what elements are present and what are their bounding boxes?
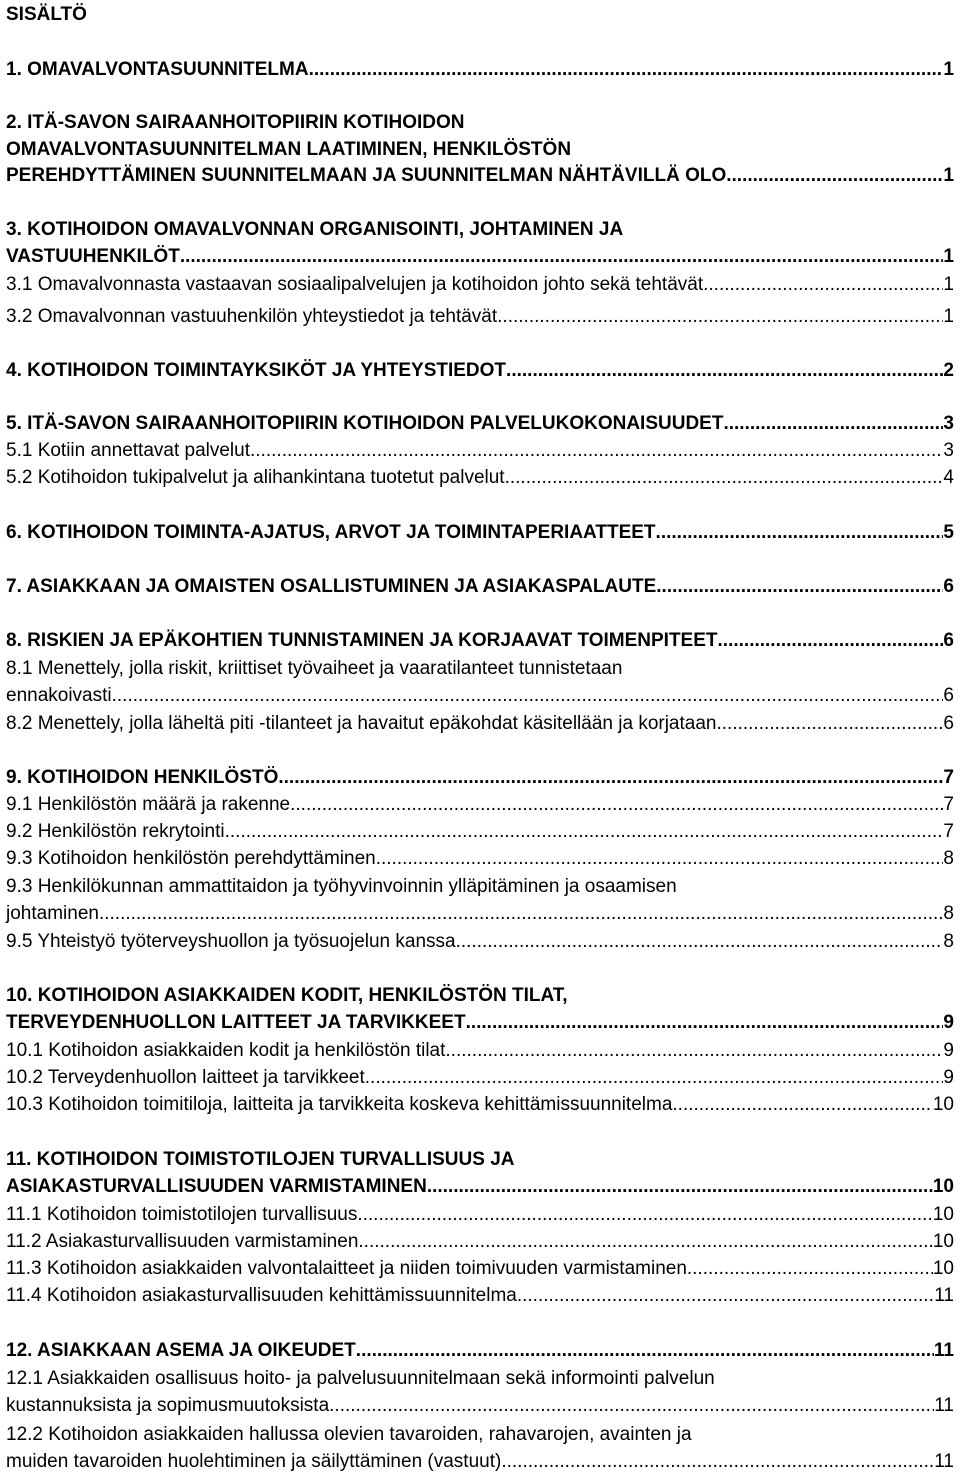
toc-entry-last-line [6, 1174, 954, 1201]
toc-entry-line: 12.2 Kotihoidon asiakkaiden hallussa olevien tavaroiden, rahavarojen, avainten ja [6, 1424, 692, 1445]
toc-dot-leader [716, 711, 943, 738]
toc-entry-last-line [6, 901, 954, 928]
toc-entry-line: 8.1 Menettely, jolla riskit, kriittiset työvaiheet ja vaaratilanteet tunnistetaan [6, 658, 623, 679]
toc-entry-last-line [6, 1092, 954, 1119]
toc-dot-leader [250, 438, 943, 465]
toc-page-number: 6 [943, 713, 954, 734]
toc-page-number: 10 [932, 1258, 954, 1279]
toc-page-number: 5 [943, 522, 954, 543]
toc-page-number: 4 [943, 467, 954, 488]
toc-entry-line: OMAVALVONTASUUNNITELMAN LAATIMINEN, HENKILÖSTÖN [6, 138, 572, 160]
toc-entry-last-line [6, 520, 954, 547]
toc-entry-last-line [6, 272, 954, 299]
toc-entry[interactable] [6, 1038, 954, 1065]
toc-entry[interactable] [6, 846, 954, 873]
toc-entry[interactable] [6, 520, 954, 547]
toc-entry[interactable] [6, 110, 954, 190]
toc-page-number: 8 [943, 848, 954, 869]
toc-entry-last-line [6, 1065, 954, 1092]
toc-entry-last-line [6, 163, 954, 190]
toc-page-number: 6 [943, 630, 954, 651]
toc-entry-text: 3.1 Omavalvonnasta vastaavan sosiaalipalvelujen ja kotihoidon johto sekä tehtävät [6, 274, 704, 295]
toc-entry-text: 8.2 Menettely, jolla läheltä piti -tilanteet ja havaitut epäkohdat käsitellään ja korjataan [6, 713, 717, 734]
toc-entry-text: 12. ASIAKKAAN ASEMA JA OIKEUDET [6, 1340, 356, 1361]
toc-page-number: 11 [933, 1340, 954, 1361]
toc-entry-last-line [6, 846, 954, 873]
toc-entry[interactable] [6, 1065, 954, 1092]
toc-entry-line: 11. KOTIHOIDON TOIMISTOTILOJEN TURVALLISUUS JA [6, 1149, 515, 1170]
toc-entry[interactable] [6, 711, 954, 738]
toc-entry[interactable] [6, 1283, 954, 1310]
toc-dot-leader [376, 846, 944, 873]
toc-dot-leader [445, 1038, 943, 1065]
toc-dot-leader [466, 1010, 944, 1037]
toc-dot-leader [703, 272, 943, 299]
toc-page-number: 11 [934, 1450, 954, 1472]
toc-entry-text: ennakoivasti [6, 684, 112, 706]
toc-entry-text: TERVEYDENHUOLLON LAITTEET JA TARVIKKEET [6, 1011, 466, 1033]
toc-dot-leader [672, 1092, 932, 1119]
toc-dot-leader [656, 574, 943, 601]
toc-entry-text: muiden tavaroiden huolehtiminen ja säilyttäminen (vastuut) [6, 1450, 502, 1472]
toc-entry[interactable] [6, 1366, 954, 1419]
toc-entry[interactable] [6, 574, 954, 601]
toc-page-number: 3 [943, 413, 954, 434]
toc-entry-text: 9. KOTIHOIDON HENKILÖSTÖ [6, 767, 279, 788]
toc-entry-line: 2. ITÄ-SAVON SAIRAANHOITOPIIRIN KOTIHOIDON [6, 112, 465, 133]
toc-dot-leader [329, 1393, 934, 1420]
toc-dot-leader [723, 411, 943, 438]
toc-dot-leader [358, 1229, 932, 1256]
toc-dot-leader [278, 765, 943, 792]
toc-entry[interactable] [6, 1092, 954, 1119]
toc-entry-last-line [6, 244, 954, 271]
toc-entry[interactable] [6, 874, 954, 927]
toc-entry-last-line [6, 1449, 954, 1476]
toc-entry[interactable] [6, 465, 954, 492]
toc-dot-leader [456, 929, 944, 956]
toc-dot-leader [357, 1202, 933, 1229]
toc-entry[interactable] [6, 983, 954, 1036]
toc-entry[interactable] [6, 656, 954, 709]
toc-page-number: 3 [943, 440, 954, 461]
toc-entry-last-line [6, 765, 954, 792]
toc-entry-last-line [6, 1283, 954, 1310]
toc-dot-leader [309, 57, 944, 84]
toc-dot-leader [180, 244, 944, 271]
toc-entry-last-line [6, 1256, 954, 1283]
toc-entry-text: 10.2 Terveydenhuollon laitteet ja tarvikkeet [6, 1067, 365, 1088]
toc-entry[interactable] [6, 57, 954, 84]
toc-entry-last-line [6, 438, 954, 465]
toc-dot-leader [112, 683, 944, 710]
toc-entry-text: 11.1 Kotihoidon toimistotilojen turvallisuus [6, 1204, 358, 1225]
toc-page-number: 11 [934, 1285, 954, 1306]
toc-entry[interactable] [6, 1202, 954, 1229]
toc-dot-leader [506, 358, 943, 385]
toc-dot-leader [517, 1283, 934, 1310]
toc-entry[interactable] [6, 792, 954, 819]
toc-entry-last-line [6, 574, 954, 601]
toc-entry[interactable] [6, 929, 954, 956]
toc-entry[interactable] [6, 272, 954, 299]
toc-page-number: 9 [943, 1067, 954, 1088]
toc-entry-last-line [6, 792, 954, 819]
toc-dot-leader [501, 1449, 934, 1476]
toc-entry[interactable] [6, 628, 954, 655]
toc-entry-line: 3. KOTIHOIDON OMAVALVONNAN ORGANISOINTI, JOHTAMINEN JA [6, 219, 624, 240]
toc-entry-text: 7. ASIAKKAAN JA OMAISTEN OSALLISTUMINEN JA ASIAKASPALAUTE [6, 576, 657, 597]
toc-entry-text: 5.2 Kotihoidon tukipalvelut ja alihankintana tuotetut palvelut [6, 467, 505, 488]
toc-page-number: 10 [932, 1231, 954, 1252]
toc-entry[interactable] [6, 765, 954, 792]
toc-entry-line: 10. KOTIHOIDON ASIAKKAIDEN KODIT, HENKILÖSTÖN TILAT, [6, 985, 568, 1006]
toc-page-number: 10 [932, 1094, 954, 1115]
toc-entry[interactable] [6, 1147, 954, 1200]
toc-page-number: 10 [932, 1204, 954, 1225]
toc-entry-last-line [6, 1229, 954, 1256]
toc-page-number: 1 [943, 245, 954, 267]
toc-dot-leader [497, 304, 943, 331]
toc-entry-text: 8. RISKIEN JA EPÄKOHTIEN TUNNISTAMINEN JA KORJAAVAT TOIMENPITEET [6, 630, 718, 651]
toc-page-number: 9 [943, 1011, 954, 1033]
toc-entry-text: 4. KOTIHOIDON TOIMINTAYKSIKÖT JA YHTEYSTIEDOT [6, 360, 507, 381]
toc-entry-last-line [6, 1393, 954, 1420]
toc-entry-text: 9.5 Yhteistyö työterveyshuollon ja työsuojelun kanssa [6, 931, 456, 952]
toc-page-number: 9 [943, 1040, 954, 1061]
toc-entry[interactable] [6, 358, 954, 385]
toc-entry-text: 9.2 Henkilöstön rekrytointi [6, 821, 225, 842]
toc-entry-text: 9.1 Henkilöstön määrä ja rakenne [6, 794, 291, 815]
toc-entry-last-line [6, 358, 954, 385]
toc-page-number: 10 [932, 1175, 954, 1197]
toc-dot-leader [99, 901, 943, 928]
toc-dot-leader [505, 465, 944, 492]
toc-entry-last-line [6, 819, 954, 846]
toc-entry[interactable] [6, 1338, 954, 1365]
toc-page-number: 1 [943, 306, 954, 327]
toc-dot-leader [225, 819, 944, 846]
toc-entry[interactable] [6, 438, 954, 465]
toc-entry-last-line [6, 683, 954, 710]
toc-page-number: 2 [943, 360, 954, 381]
toc-entry-last-line [6, 465, 954, 492]
toc-page-number: 6 [943, 576, 954, 597]
toc-dot-leader [687, 1256, 933, 1283]
toc-dot-leader [718, 628, 944, 655]
toc-dot-leader [427, 1174, 933, 1201]
toc-page-number: 1 [943, 165, 954, 186]
toc-entry[interactable] [6, 819, 954, 846]
toc-entry[interactable] [6, 1256, 954, 1283]
toc-dot-leader [726, 163, 943, 190]
toc-entry-last-line [6, 1338, 954, 1365]
toc-entry-last-line [6, 711, 954, 738]
toc-entry-text: ASIAKASTURVALLISUUDEN VARMISTAMINEN [6, 1175, 427, 1197]
toc-entry-line: 12.1 Asiakkaiden osallisuus hoito- ja palvelusuunnitelmaan sekä informointi palvelun [6, 1368, 715, 1389]
toc-entry-last-line [6, 628, 954, 655]
toc-title: SISÄLTÖ [6, 4, 87, 25]
toc-entry-text: 10.3 Kotihoidon toimitiloja, laitteita ja tarvikkeita koskeva kehittämissuunnitelma [6, 1094, 673, 1115]
toc-entry-text: 6. KOTIHOIDON TOIMINTA-AJATUS, ARVOT JA TOIMINTAPERIAATTEET [6, 522, 656, 543]
toc-entry-last-line [6, 929, 954, 956]
toc-entry-last-line [6, 1038, 954, 1065]
toc-entry-last-line [6, 1202, 954, 1229]
toc-page-number: 7 [943, 794, 954, 815]
toc-entry-text: 3.2 Omavalvonnan vastuuhenkilön yhteystiedot ja tehtävät [6, 306, 498, 327]
toc-page-number: 1 [943, 59, 954, 80]
toc-entry[interactable] [6, 411, 954, 438]
toc-entry-text: 9.3 Kotihoidon henkilöstön perehdyttäminen [6, 848, 376, 869]
toc-entry-last-line [6, 1010, 954, 1037]
toc-entry[interactable] [6, 217, 954, 270]
toc-page-number: 7 [943, 767, 954, 788]
toc-entry-text: 1. OMAVALVONTASUUNNITELMA [6, 59, 309, 80]
toc-entry[interactable] [6, 1422, 954, 1475]
toc-entry[interactable] [6, 1229, 954, 1256]
toc-entry-text: 11.4 Kotihoidon asiakasturvallisuuden kehittämissuunnitelma [6, 1285, 517, 1306]
toc-page-number: 1 [943, 274, 954, 295]
toc-entry-last-line [6, 411, 954, 438]
toc-entry-text: 11.2 Asiakasturvallisuuden varmistaminen [6, 1231, 359, 1252]
toc-entry-last-line [6, 57, 954, 84]
toc-entry-text: 5.1 Kotiin annettavat palvelut [6, 440, 251, 461]
toc-page-number: 7 [943, 821, 954, 842]
toc-entry-last-line [6, 304, 954, 331]
toc-entry-text: 10.1 Kotihoidon asiakkaiden kodit ja henkilöstön tilat [6, 1040, 446, 1061]
toc-page-number: 6 [943, 684, 954, 706]
toc-entry-text: 11.3 Kotihoidon asiakkaiden valvontalaitteet ja niiden toimivuuden varmistaminen [6, 1258, 687, 1279]
toc-entry-text: VASTUUHENKILÖT [6, 245, 180, 267]
toc-entry[interactable] [6, 304, 954, 331]
toc-entry-text: kustannuksista ja sopimusmuutoksista [6, 1394, 330, 1416]
toc-dot-leader [365, 1065, 944, 1092]
toc-page-number: 11 [934, 1394, 954, 1416]
toc-dot-leader [290, 792, 943, 819]
toc-page-number: 8 [943, 931, 954, 952]
toc-page-number: 8 [943, 902, 954, 924]
toc-entry-text: johtaminen [6, 902, 99, 924]
toc-entry-text: PEREHDYTTÄMINEN SUUNNITELMAAN JA SUUNNITELMAN NÄHTÄVILLÄ OLO [6, 165, 727, 186]
toc-dot-leader [656, 520, 944, 547]
toc-entry-line: 9.3 Henkilökunnan ammattitaidon ja työhyvinvoinnin ylläpitäminen ja osaamisen [6, 876, 677, 897]
toc-dot-leader [356, 1338, 934, 1365]
toc-entry-text: 5. ITÄ-SAVON SAIRAANHOITOPIIRIN KOTIHOIDON PALVELUKOKONAISUUDET [6, 413, 724, 434]
